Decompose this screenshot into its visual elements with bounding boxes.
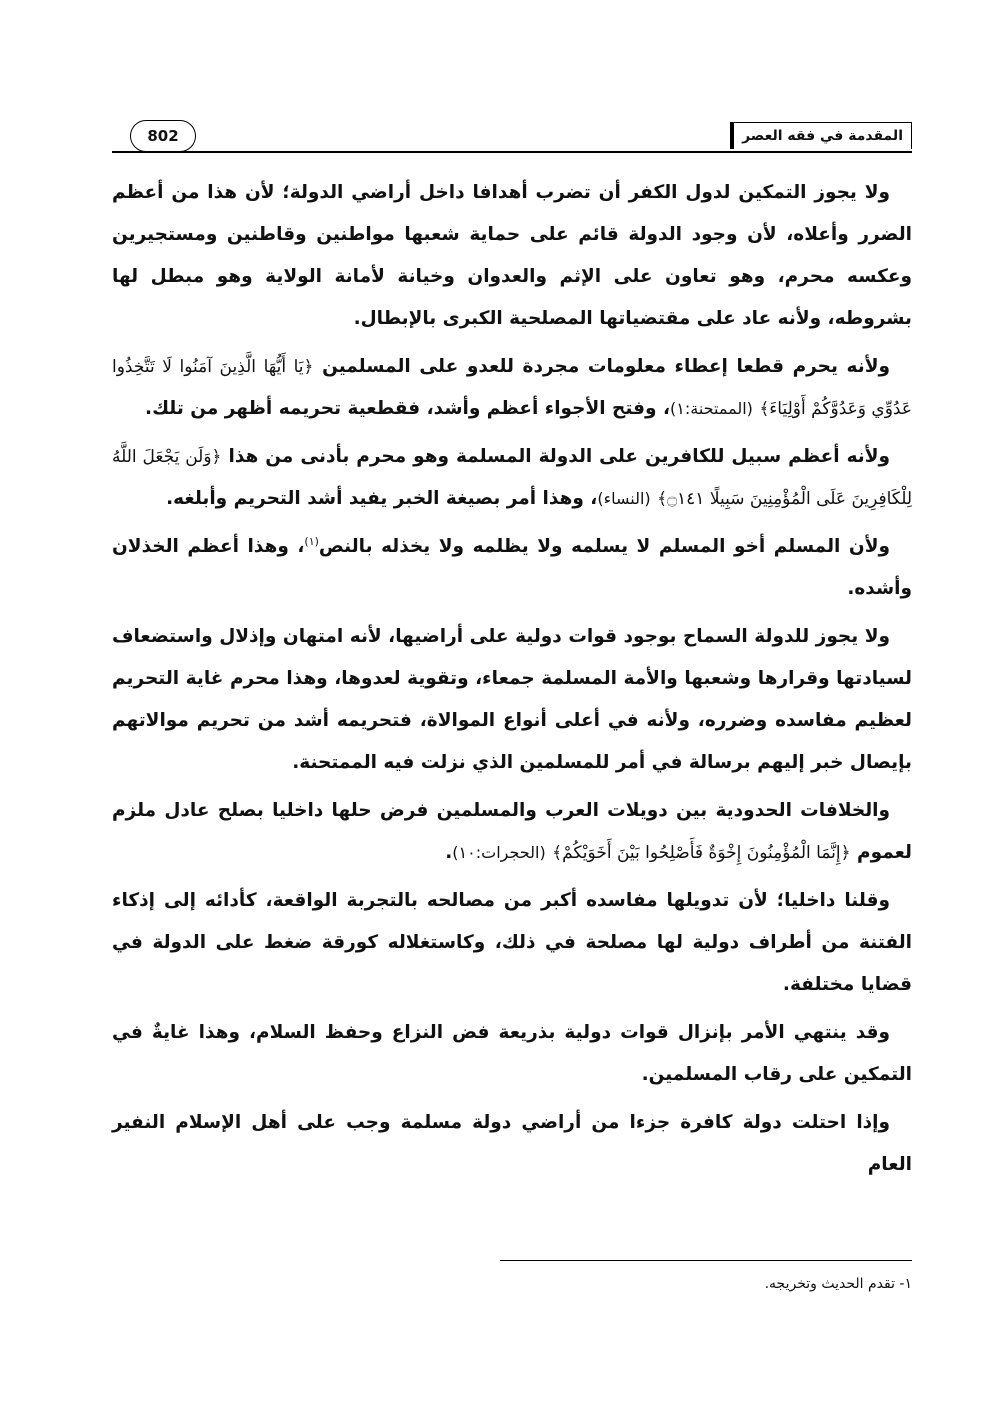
paragraph	[112, 616, 912, 784]
paragraph	[112, 172, 912, 340]
paragraph	[112, 1102, 912, 1186]
paragraph-text: ، وفتح الأجواء أعظم وأشد، فقطعية تحريمه أظهر من تلك.	[145, 398, 671, 419]
verse-reference: (الممتحنة:١)	[670, 399, 753, 418]
verse-reference: (الحجرات:١٠)	[452, 843, 546, 862]
paragraph-text: ولا يجوز التمكين لدول الكفر أن تضرب أهدافا داخل أراضي الدولة؛ لأن هذا من أعظم الضرر وأعلاه، لأن وجود الدولة قائم على حماية شعبها مواطنين وقاطنين ومستجيرين وعكسه محرم، وهو تعاون على الإثم والعدوان وخيانة لأمانة الولاية وهو مبطل لها بشروطه، ولأنه عاد على مقتضياتها المصلحية الكبرى بالإبطال.	[112, 182, 912, 329]
paragraph-text: ولأنه أعظم سبيل للكافرين على الدولة المسلمة وهو محرم بأدنى من هذا	[228, 446, 891, 467]
paragraph	[112, 880, 912, 1006]
paragraph-text: ولأنه يحرم قطعا إعطاء معلومات مجردة للعدو على المسلمين	[322, 356, 890, 377]
paragraph-text: وقد ينتهي الأمر بإنزال قوات دولية بذريعة فض النزاع وحفظ السلام، وهذا غايةٌ في التمكين على رقاب المسلمين.	[112, 1022, 912, 1085]
paragraph-text: ، وهذا أمر بصيغة الخبر يفيد أشد التحريم وأبلغه.	[166, 488, 598, 509]
verse-reference: (النساء)	[597, 489, 651, 508]
running-title: المقدمة في فقه العصر	[730, 122, 912, 149]
paragraph	[112, 790, 912, 874]
paragraph-text: وإذا احتلت دولة كافرة جزءا من أراضي دولة مسلمة وجب على أهل الإسلام النفير العام	[112, 1112, 912, 1175]
header-rule	[112, 151, 912, 153]
paragraph-text: .	[445, 842, 453, 863]
paragraph	[112, 1012, 912, 1096]
footnote-separator	[500, 1260, 912, 1261]
paragraph-text: ، وهذا أعظم الخذلان وأشده.	[112, 536, 912, 599]
paragraph	[112, 526, 912, 610]
quran-verse: ﴿يَا أَيُّهَا الَّذِينَ آمَنُوا لَا تَتَّخِذُوا عَدُوِّي وَعَدُوَّكُمْ أَوْلِيَاءَ﴾	[112, 357, 912, 419]
quran-verse: ﴿وَلَن يَجْعَلَ اللَّهُ لِلْكَافِرِينَ عَلَى الْمُؤْمِنِينَ سَبِيلًا ۝١٤١﴾	[112, 447, 912, 509]
paragraph	[112, 346, 912, 430]
paragraph-text: والخلافات الحدودية بين دويلات العرب والمسلمين فرض حلها داخليا بصلح عادل ملزم لعموم	[112, 800, 912, 863]
footnote-item: ١- تقدم الحديث وتخريجه.	[764, 1276, 912, 1292]
page-number: 802	[130, 120, 196, 152]
paragraph-text: ولا يجوز للدولة السماح بوجود قوات دولية على أراضيها، لأنه امتهان وإذلال واستضعاف لسيادتها وقرارها وشعبها والأمة المسلمة جمعاء، وتقوية لعدوها، وهذا محرم غاية التحريم لعظيم مفاسده وضرره، ولأنه في أعلى أنواع الموالاة، فتحريمه أشد من تحريم موالاتهم بإيصال خبر إليهم برسالة في أمر للمسلمين الذي نزلت فيه الممتحنة.	[112, 626, 912, 773]
page-header	[112, 118, 912, 154]
paragraph-text: وقلنا داخليا؛ لأن تدويلها مفاسده أكبر من مصالحه بالتجربة الواقعة، كأدائه إلى إذكاء الفتنة من أطراف دولية لها مصلحة في ذلك، وكاستغلاله كورقة ضغط على الدولة في قضايا مختلفة.	[112, 890, 912, 995]
footnotes	[500, 1272, 912, 1296]
footnote-mark[interactable]: (١)	[304, 534, 319, 548]
paragraph-text: ولأن المسلم أخو المسلم لا يسلمه ولا يظلمه ولا يخذله بالنص	[318, 536, 890, 557]
quran-verse: ﴿إِنَّمَا الْمُؤْمِنُونَ إِخْوَةٌ فَأَصْلِحُوا بَيْنَ أَخَوَيْكُمْ﴾	[552, 843, 851, 863]
paragraph	[112, 436, 912, 520]
main-text	[112, 172, 912, 1192]
